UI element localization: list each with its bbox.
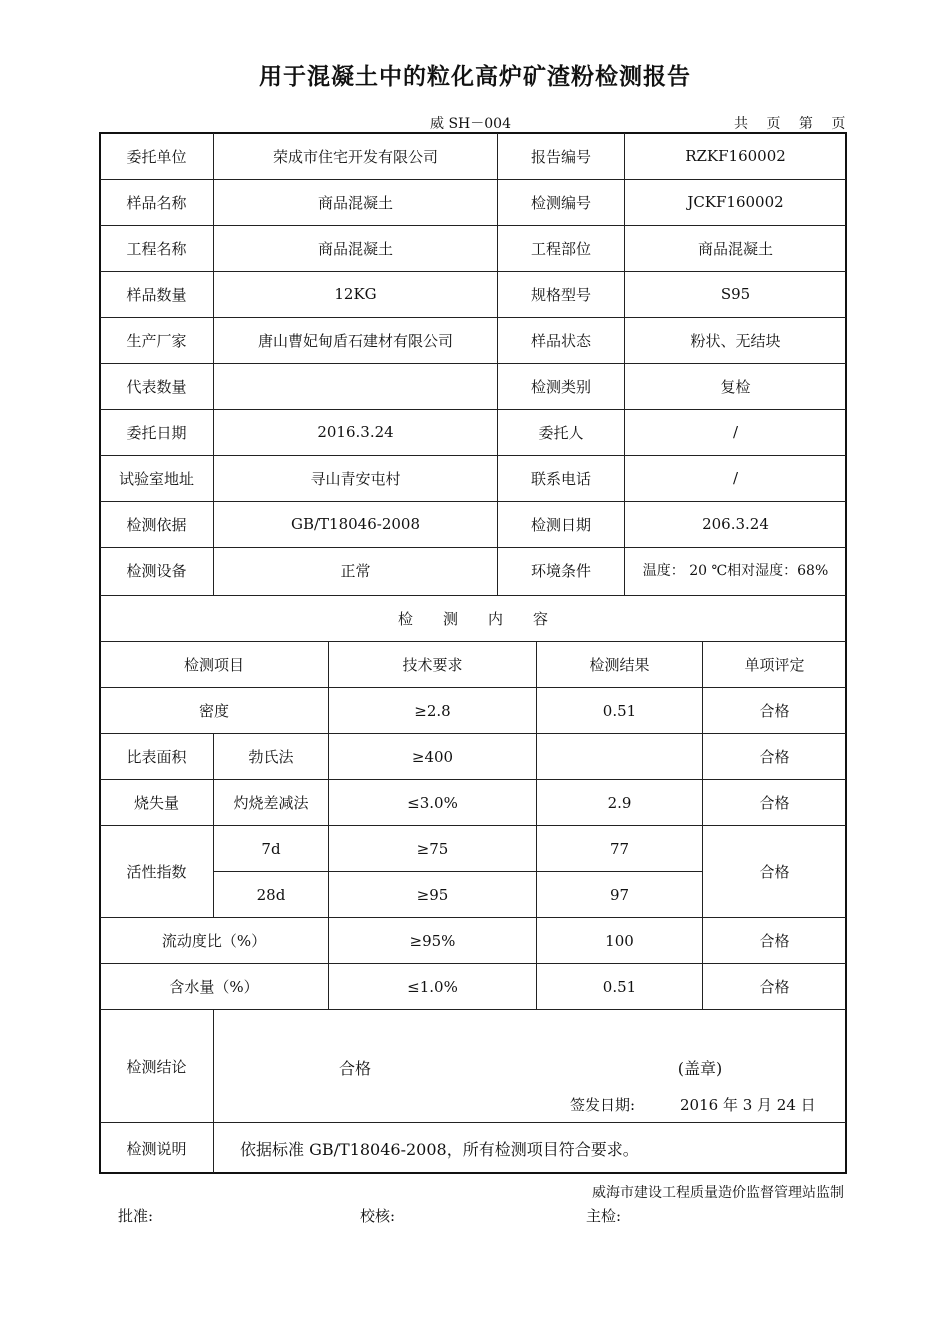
review-label: 校核: — [360, 1207, 396, 1225]
column-header: 单项评定 — [744, 656, 805, 674]
info-value: / — [732, 423, 739, 441]
info-label: 委托人 — [538, 423, 584, 442]
test-requirement: ≥400 — [411, 747, 454, 766]
test-requirement: ≥2.8 — [414, 701, 451, 720]
test-result: 97 — [609, 885, 630, 904]
info-label: 报告编号 — [530, 147, 591, 166]
info-label: 检测编号 — [530, 193, 591, 212]
info-value: 荣成市住宅开发有限公司 — [272, 147, 438, 166]
column-header: 技术要求 — [402, 656, 463, 674]
info-label: 委托日期 — [126, 423, 187, 442]
test-item: 活性指数 — [126, 863, 187, 881]
info-value: 粉状、无结块 — [690, 331, 781, 350]
stamp-placeholder: (盖章) — [677, 1058, 723, 1078]
test-evaluation: 合格 — [759, 748, 790, 766]
info-label: 检测依据 — [126, 515, 187, 534]
test-requirement: ≥75 — [416, 839, 449, 858]
test-evaluation: 合格 — [759, 863, 790, 881]
info-label: 联系电话 — [530, 469, 591, 488]
info-value: 寻山青安屯村 — [310, 469, 401, 488]
test-evaluation: 合格 — [759, 702, 790, 720]
report-title: 用于混凝土中的粒化高炉矿渣粉检测报告 — [259, 64, 691, 90]
info-label: 样品数量 — [126, 285, 187, 304]
conclusion-label: 检测结论 — [126, 1057, 187, 1076]
info-value: 复检 — [720, 377, 751, 396]
test-method: 勃氏法 — [248, 748, 294, 766]
note-label: 检测说明 — [126, 1139, 187, 1158]
info-value: S95 — [720, 285, 751, 303]
issue-date-label: 签发日期: — [570, 1095, 636, 1114]
test-item: 流动度比（%） — [161, 932, 267, 950]
info-label: 试验室地址 — [118, 469, 194, 488]
info-label: 样品状态 — [530, 331, 591, 350]
info-value: / — [732, 469, 739, 487]
test-evaluation: 合格 — [759, 794, 790, 812]
test-requirement: ≤3.0% — [407, 793, 458, 812]
test-requirement: ≥95% — [409, 931, 456, 950]
info-value — [214, 363, 497, 409]
info-value: 温度： 20 ℃相对湿度：68% — [642, 563, 829, 579]
test-item: 密度 — [198, 702, 229, 720]
info-value: 正常 — [340, 561, 371, 580]
info-value: JCKF160002 — [687, 193, 784, 211]
conclusion-value: 合格 — [338, 1058, 371, 1078]
info-label: 规格型号 — [530, 285, 591, 304]
test-result: 2.9 — [607, 793, 632, 812]
issue-date: 2016 年 3 月 24 日 — [680, 1095, 816, 1114]
test-result — [537, 734, 702, 779]
test-result: 77 — [609, 839, 630, 858]
test-result: 100 — [605, 931, 634, 950]
page-info: 共 页 第 页 — [734, 116, 846, 132]
supervisor-note: 威海市建设工程质量造价监督管理站监制 — [592, 1185, 844, 1201]
info-value: 商品混凝土 — [317, 193, 393, 212]
test-item: 含水量（%） — [169, 978, 259, 996]
info-label: 委托单位 — [126, 147, 187, 166]
note-value: 依据标准 GB/T18046-2008，所有检测项目符合要求。 — [240, 1139, 639, 1159]
test-method: 灼烧差减法 — [233, 794, 309, 812]
test-requirement: ≥95 — [416, 885, 449, 904]
info-value: GB/T18046-2008 — [290, 515, 421, 533]
info-label: 检测类别 — [530, 377, 591, 396]
info-value: 商品混凝土 — [317, 239, 393, 258]
info-label: 工程部位 — [530, 239, 591, 258]
info-value: 12KG — [334, 285, 377, 303]
form-code: 威 SH－004 — [430, 116, 511, 132]
column-header: 检测结果 — [589, 656, 650, 674]
test-evaluation: 合格 — [759, 932, 790, 950]
inspect-label: 主检: — [586, 1207, 622, 1225]
info-value: RZKF160002 — [685, 147, 786, 165]
test-age: 28d — [256, 885, 286, 904]
info-label: 工程名称 — [126, 239, 187, 258]
test-item: 烧失量 — [133, 794, 179, 812]
info-label: 环境条件 — [530, 561, 591, 580]
info-value: 商品混凝土 — [697, 239, 773, 258]
approve-label: 批准: — [118, 1207, 154, 1225]
info-label: 检测日期 — [530, 515, 591, 534]
info-label: 样品名称 — [126, 193, 187, 212]
info-value: 2016.3.24 — [317, 423, 394, 441]
info-label: 检测设备 — [126, 561, 187, 580]
info-value: 唐山曹妃甸盾石建材有限公司 — [257, 331, 453, 350]
info-label: 代表数量 — [126, 377, 187, 396]
test-requirement: ≤1.0% — [407, 977, 458, 996]
test-result: 0.51 — [602, 701, 637, 720]
test-evaluation: 合格 — [759, 978, 790, 996]
test-item: 比表面积 — [126, 748, 187, 766]
info-value: 206.3.24 — [702, 515, 769, 533]
column-header: 检测项目 — [183, 656, 244, 674]
info-label: 生产厂家 — [126, 331, 187, 350]
test-age: 7d — [261, 839, 281, 858]
section-title: 检 测 内 容 — [397, 610, 548, 628]
test-result: 0.51 — [602, 977, 637, 996]
